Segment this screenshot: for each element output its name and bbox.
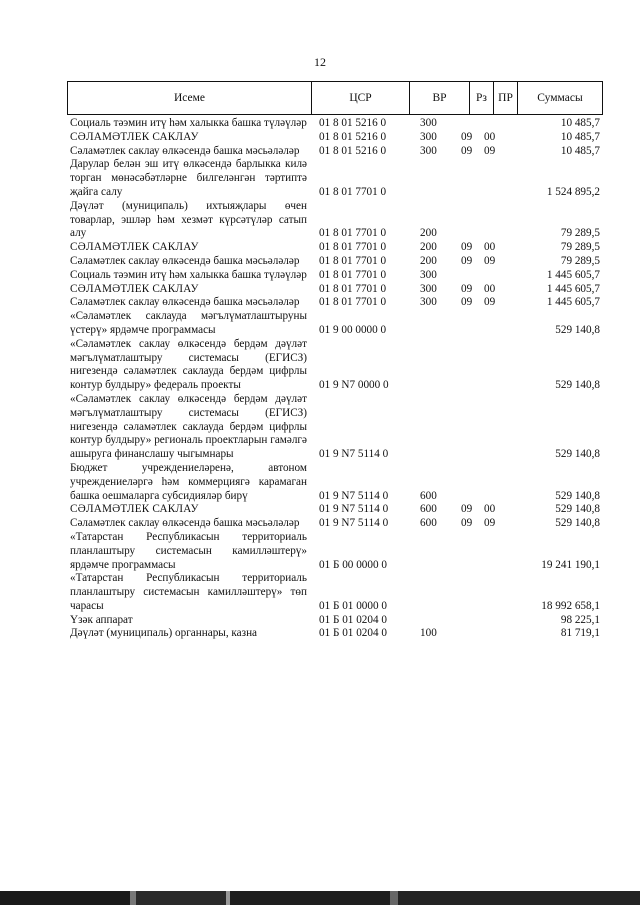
- row-pr: 09: [484, 517, 496, 530]
- row-pr: 00: [484, 241, 496, 254]
- row-sum: 98 225,1: [560, 613, 600, 626]
- row-vr: 200: [420, 254, 437, 267]
- row-csr: 01 8 01 7701 0: [319, 241, 387, 254]
- header-csr: ЦСР: [311, 82, 409, 114]
- row-csr: 01 8 01 7701 0: [319, 282, 387, 295]
- row-vr: 300: [420, 268, 437, 281]
- header-rz: Рз: [469, 82, 493, 114]
- row-name: Дарулар белән эш итү өлкәсендә барлыкка килә торган мөнәсәбәтләрне билгеләнгән тәртиптә җайга салу: [70, 158, 307, 198]
- row-vr: 100: [420, 627, 437, 640]
- table-row: [70, 117, 600, 131]
- row-rz: 09: [461, 296, 473, 309]
- row-pr: 00: [484, 130, 496, 143]
- row-vr: 200: [420, 241, 437, 254]
- row-pr: 00: [484, 282, 496, 295]
- table-header: [67, 81, 603, 115]
- row-csr: 01 8 01 5216 0: [319, 130, 387, 143]
- row-csr: 01 8 01 7701 0: [319, 268, 387, 281]
- row-sum: 10 485,7: [560, 117, 600, 129]
- row-name: Дәүләт (муниципаль) органнары, казна: [70, 627, 258, 640]
- row-name: Сәламәтлек саклау өлкәсендә башка мәсьәләләр: [70, 254, 300, 267]
- row-name: «Сәламәтлек саклауда мәгълүматлаштыруны үстерү» ярдәмче программасы: [70, 310, 307, 336]
- row-sum: 10 485,7: [560, 144, 600, 157]
- table-row: [70, 338, 600, 393]
- row-pr: 00: [484, 503, 496, 516]
- table-row: [70, 241, 600, 255]
- table-row: [70, 200, 600, 241]
- row-pr: 09: [484, 254, 496, 267]
- table-row: [70, 462, 600, 503]
- table-row: [70, 145, 600, 159]
- scan-edge-bar: [0, 891, 640, 905]
- row-name: «Татарстан Республикасын территориаль планлаштыру системасын камилләштерү» ярдәмче программасы: [70, 530, 307, 571]
- row-csr: 01 9 N7 5114 0: [319, 448, 389, 461]
- table-row: [70, 572, 600, 613]
- row-csr: 01 9 N7 5114 0: [319, 489, 389, 502]
- row-pr: 09: [484, 296, 496, 309]
- row-sum: 1 445 605,7: [546, 296, 600, 309]
- table-row: [70, 531, 600, 572]
- row-name: Социаль тәэмин итү һәм халыкка башка түләүләр: [70, 117, 307, 129]
- row-name: Сәламәтлек саклау өлкәсендә башка мәсьәләләр: [70, 517, 300, 530]
- table-row: [70, 310, 600, 338]
- row-name: СӘЛАМӘТЛЕК САКЛАУ: [70, 282, 199, 295]
- row-name: Дәүләт (муниципаль) ихтыяҗлары өчен товарлар, эшләр һәм хезмәт күрсәтүләр сатып алу: [70, 199, 307, 240]
- row-sum: 19 241 190,1: [541, 558, 600, 571]
- row-sum: 529 140,8: [555, 517, 600, 530]
- table-row: [70, 627, 600, 641]
- row-name: «Сәламәтлек саклау өлкәсендә бердәм дәүләт мәгълүматлаштыру системасы (ЕГИСЗ) нигезендә сәламәтлек саклауда бердәм цифрлы контур булдыру» региональ проектларын гамәлгә ашыруга финанслашу чыгымнары: [70, 392, 307, 461]
- row-csr: 01 Б 00 0000 0: [319, 558, 387, 571]
- table-row: [70, 158, 600, 199]
- row-vr: 200: [420, 227, 437, 240]
- row-name: Сәламәтлек саклау өлкәсендә башка мәсьәләләр: [70, 296, 300, 309]
- row-csr: 01 8 01 7701 0: [319, 227, 387, 240]
- table-row: [70, 269, 600, 283]
- row-vr: 300: [420, 296, 437, 309]
- row-rz: 09: [461, 517, 473, 530]
- row-rz: 09: [461, 241, 473, 254]
- row-name: «Татарстан Республикасын территориаль планлаштыру системасын камилләштерү» төп чарасы: [70, 572, 307, 612]
- table-row: [70, 614, 600, 628]
- row-name: СӘЛАМӘТЛЕК САКЛАУ: [70, 130, 199, 143]
- row-vr: 300: [420, 130, 437, 143]
- row-sum: 79 289,5: [560, 254, 600, 267]
- row-rz: 09: [461, 254, 473, 267]
- row-csr: 01 9 N7 5114 0: [319, 503, 389, 516]
- row-csr: 01 Б 01 0204 0: [319, 613, 387, 626]
- row-sum: 18 992 658,1: [541, 599, 600, 612]
- row-csr: 01 8 01 5216 0: [319, 117, 387, 129]
- row-csr: 01 8 01 7701 0: [319, 296, 387, 309]
- row-vr: 300: [420, 282, 437, 295]
- row-name: Социаль тәэмин итү һәм халыкка башка түләүләр: [70, 268, 307, 281]
- row-rz: 09: [461, 130, 473, 143]
- row-sum: 79 289,5: [560, 227, 600, 240]
- row-sum: 10 485,7: [560, 130, 600, 143]
- row-sum: 1 445 605,7: [546, 268, 600, 281]
- table-row: [70, 283, 600, 297]
- row-vr: 600: [420, 489, 437, 502]
- row-name: Сәламәтлек саклау өлкәсендә башка мәсьәләләр: [70, 144, 300, 157]
- table-row: [70, 393, 600, 462]
- table-body: [70, 117, 600, 641]
- row-rz: 09: [461, 282, 473, 295]
- table-row: [70, 255, 600, 269]
- row-sum: 529 140,8: [555, 379, 600, 392]
- row-sum: 529 140,8: [555, 503, 600, 516]
- row-csr: 01 9 00 0000 0: [319, 323, 387, 336]
- row-sum: 529 140,8: [555, 448, 600, 461]
- row-sum: 529 140,8: [555, 323, 600, 336]
- row-rz: 09: [461, 144, 473, 157]
- row-name: «Сәламәтлек саклау өлкәсендә бердәм дәүләт мәгълүматлаштыру системасы (ЕГИСЗ) нигезендә сәламәтлек саклауда бердәм цифрлы контур булдыру» федераль проекты: [70, 337, 307, 392]
- table-row: [70, 517, 600, 531]
- row-sum: 1 524 895,2: [546, 185, 600, 198]
- row-csr: 01 8 01 5216 0: [319, 144, 387, 157]
- row-sum: 79 289,5: [560, 241, 600, 254]
- table-row: [70, 131, 600, 145]
- row-csr: 01 9 N7 0000 0: [319, 379, 389, 392]
- row-csr: 01 Б 01 0000 0: [319, 599, 387, 612]
- header-pr: ПР: [493, 82, 517, 114]
- row-csr: 01 9 N7 5114 0: [319, 517, 389, 530]
- row-csr: 01 Б 01 0204 0: [319, 627, 387, 640]
- row-sum: 1 445 605,7: [546, 282, 600, 295]
- row-name: СӘЛАМӘТЛЕК САКЛАУ: [70, 503, 199, 516]
- row-sum: 529 140,8: [555, 489, 600, 502]
- page-number: 12: [314, 55, 326, 69]
- row-pr: 09: [484, 144, 496, 157]
- row-vr: 600: [420, 517, 437, 530]
- row-name: СӘЛАМӘТЛЕК САКЛАУ: [70, 241, 199, 254]
- header-vr: ВР: [409, 82, 469, 114]
- row-name: Бюджет учреждениеләренә, автоном учреждениеләргә һәм коммерциягә карамаган башка оешмаларга субсидияләр бирү: [70, 461, 307, 502]
- table-row: [70, 503, 600, 517]
- row-csr: 01 8 01 7701 0: [319, 185, 387, 198]
- row-vr: 600: [420, 503, 437, 516]
- row-sum: 81 719,1: [560, 627, 600, 640]
- table-row: [70, 296, 600, 310]
- row-csr: 01 8 01 7701 0: [319, 254, 387, 267]
- row-rz: 09: [461, 503, 473, 516]
- header-sum: Суммасы: [517, 82, 602, 114]
- row-vr: 300: [420, 117, 437, 129]
- row-name: Үзәк аппарат: [70, 613, 133, 626]
- header-name: Исеме: [173, 92, 206, 104]
- row-vr: 300: [420, 144, 437, 157]
